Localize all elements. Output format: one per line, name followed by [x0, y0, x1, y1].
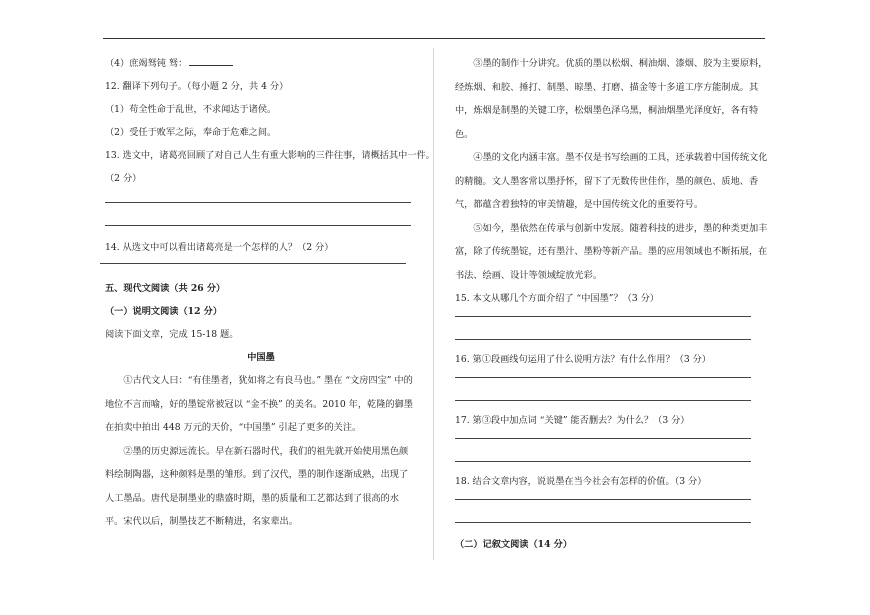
q16: 16. 第①段画线句运用了什么说明方法？有什么作用？（3 分） [455, 354, 711, 365]
q18: 18. 结合文章内容，说说墨在当今社会有怎样的价值。（3 分） [455, 476, 707, 487]
subsection-1-heading: （一）说明文阅读（12 分） [105, 306, 223, 317]
q11-4 [105, 52, 417, 75]
article-paragraph-1: ①古代文人曰：“有佳墨者，犹如将之有良马也。” 墨在 “文房四宝” 中的地位不言而喻，好的墨锭常被冠以 “金不换” 的美名。2010 年，乾隆的御墨在拍卖中拍出 448 万元的天价，“中国墨” 引起了更多的关注。 [105, 375, 413, 433]
article-paragraph-4: ④墨的文化内涵丰富。墨不仅是书写绘画的工具，还承载着中国传统文化的精髓。文人墨客常以墨抒怀，留下了无数传世佳作，墨的颜色、质地、香气，都蕴含着独特的审美情趣，是中国传统文化的重要符号。 [455, 152, 768, 210]
top-rule [103, 38, 765, 39]
left-column [105, 52, 435, 534]
q12-2: （2）受任于败军之际，奉命于危难之间。 [105, 127, 277, 138]
q15: 15. 本文从哪几个方面介绍了 “中国墨”？（3 分） [455, 293, 659, 304]
q11-4-blank[interactable] [189, 56, 233, 66]
article-title: 中国墨 [247, 352, 275, 363]
section-5-heading: 五、现代文阅读（共 26 分） [105, 283, 226, 294]
q14: 14. 从选文中可以看出诸葛亮是一个怎样的人？（2 分） [105, 242, 334, 253]
q13-line1: 13. 选文中，诸葛亮回顾了对自己人生有重大影响的三件往事，请概括其中一件。 [105, 150, 435, 161]
column-divider [433, 48, 434, 560]
article-paragraph-5: ⑤如今，墨依然在传承与创新中发展。随着科技的进步，墨的种类更加丰富，除了传统墨锭，还有墨汁、墨粉等新产品。墨的应用领域也不断拓展，在书法、绘画、设计等领域绽放光彩。 [455, 222, 768, 281]
article-paragraph-2: ②墨的历史源远流长。早在新石器时代，我们的祖先就开始使用黑色颜料绘制陶器，这种颜料是墨的雏形。到了汉代，墨的制作逐渐成熟，出现了人工墨品。唐代是制墨业的鼎盛时期，墨的质量和工艺都达到了很高的水平。宋代以后，制墨技艺不断精进，名家辈出。 [105, 445, 409, 527]
right-column [455, 52, 770, 556]
q12-1: （1）苟全性命于乱世，不求闻达于诸侯。 [105, 104, 277, 115]
q12: 12. 翻译下列句子。（每小题 2 分，共 4 分） [105, 81, 289, 92]
q11-4-label: （4）庶竭驽钝 驽： [105, 58, 188, 69]
article-paragraph-3: ③墨的制作十分讲究。优质的墨以松烟、桐油烟、漆烟、胶为主要原料，经炼烟、和胶、捶打、制墨、晾墨、打磨、描金等十多道工序方能制成。其中，炼烟是制墨的关键工序，松烟墨色泽乌黑，桐油烟墨光泽度好，各有特色。 [455, 58, 768, 140]
subsection-2-heading: （二）记叙文阅读（14 分） [455, 539, 573, 550]
instruction: 阅读下面文章，完成 15-18 题。 [105, 329, 239, 340]
q13-line2: （2 分） [105, 173, 142, 184]
q17: 17. 第③段中加点词 “关键” 能否删去？为什么？（3 分） [455, 415, 690, 426]
